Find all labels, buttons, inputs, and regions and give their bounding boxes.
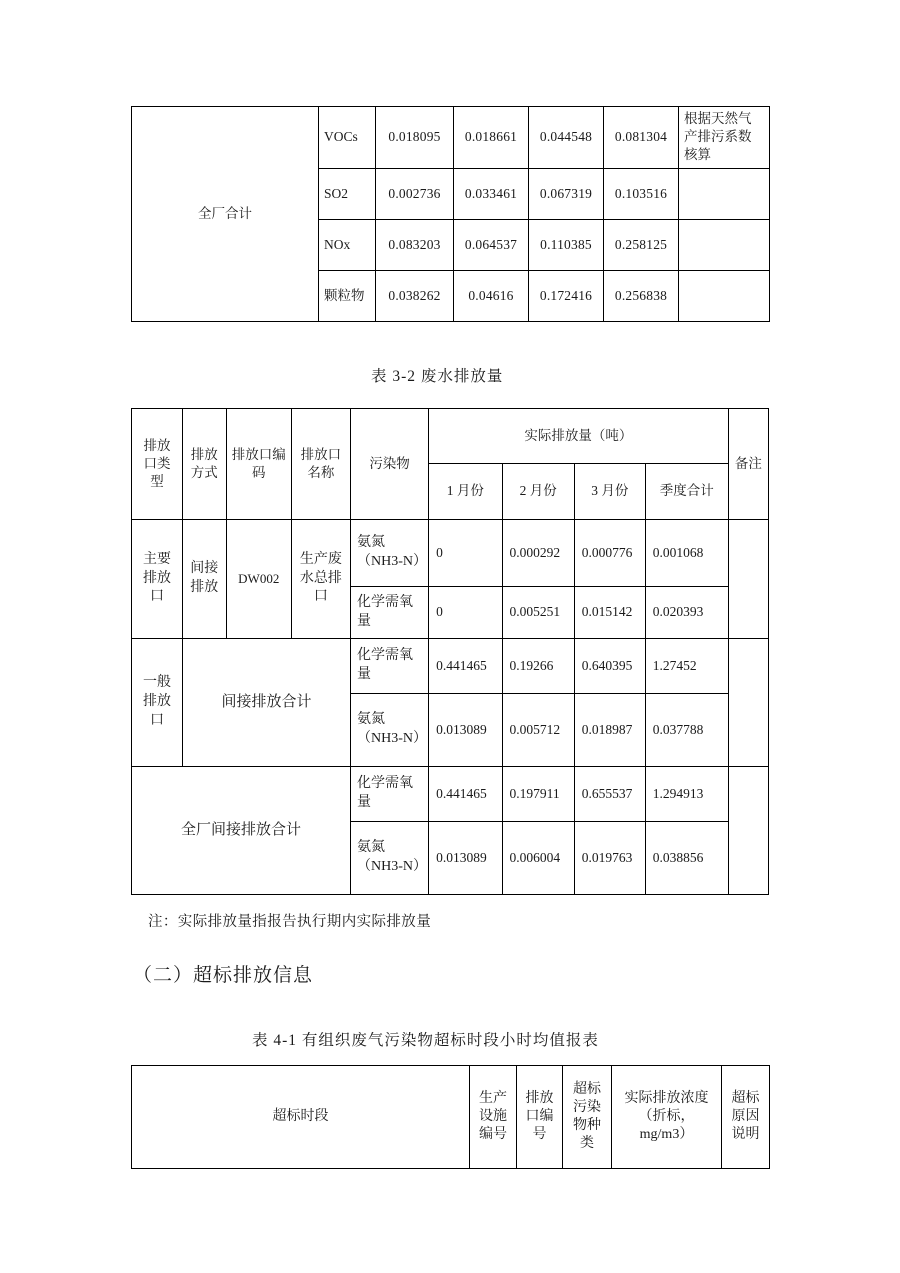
cell-pollutant: 氨氮（NH3-N） [351,694,429,767]
header-outlet-code: 排放口编号 [517,1066,563,1169]
cell-month-2: 0.197911 [502,767,574,822]
header-outlet-code: 排放口编码 [226,409,291,520]
cell-quarter: 1.294913 [645,767,728,822]
cell-plant-indirect-total-label: 全厂间接排放合计 [132,767,351,895]
header-facility-code: 生产设施编号 [470,1066,517,1169]
header-quarter-total: 季度合计 [645,464,728,520]
header-actual-amount-group: 实际排放量（吨） [429,409,729,464]
row-label-total-plant: 全厂合计 [132,107,319,322]
cell-outlet-name: 生产废水总排口 [291,520,350,639]
table-row [132,107,770,169]
table-3-2 [131,408,769,895]
cell-month-3: 0.640395 [574,639,645,694]
table-3-2-caption: 表 3-2 废水排放量 [371,368,504,385]
pollutant-name: NOx [319,219,376,270]
value-jan: 0.083203 [376,219,454,270]
value-quarter: 0.103516 [604,168,679,219]
header-pollutant-type: 超标污染物种类 [563,1066,612,1169]
pollutant-name: 颗粒物 [319,270,376,321]
table-row [132,639,769,694]
header-month-3: 3 月份 [574,464,645,520]
header-remark: 备注 [728,409,768,520]
value-feb: 0.04616 [454,270,529,321]
cell-month-3: 0.655537 [574,767,645,822]
cell-quarter: 0.020393 [645,587,728,639]
cell-month-1: 0.013089 [429,822,502,895]
value-jan: 0.038262 [376,270,454,321]
cell-outlet-code: DW002 [226,520,291,639]
value-feb: 0.033461 [454,168,529,219]
cell-quarter: 0.001068 [645,520,728,587]
header-reason: 超标原因说明 [722,1066,770,1169]
value-mar: 0.067319 [529,168,604,219]
cell-month-3: 0.019763 [574,822,645,895]
cell-month-2: 0.006004 [502,822,574,895]
cell-remark [728,639,768,767]
value-mar: 0.044548 [529,107,604,169]
cell-month-2: 0.005251 [502,587,574,639]
cell-month-1: 0.013089 [429,694,502,767]
cell-quarter: 0.038856 [645,822,728,895]
header-month-1: 1 月份 [429,464,502,520]
header-exceed-period: 超标时段 [132,1066,470,1169]
pollutant-name: VOCs [319,107,376,169]
cell-quarter: 0.037788 [645,694,728,767]
header-outlet-name: 排放口名称 [291,409,350,520]
cell-pollutant: 化学需氧量 [351,587,429,639]
value-jan: 0.018095 [376,107,454,169]
table-4-1-caption: 表 4-1 有组织废气污染物超标时段小时均值报表 [252,1032,599,1049]
value-mar: 0.110385 [529,219,604,270]
cell-month-1: 0 [429,520,502,587]
cell-pollutant: 化学需氧量 [351,639,429,694]
table-row [132,767,769,822]
cell-month-1: 0.441465 [429,767,502,822]
cell-month-1: 0.441465 [429,639,502,694]
cell-discharge-method: 间接排放 [182,520,226,639]
table-header-row [132,409,769,464]
cell-pollutant: 化学需氧量 [351,767,429,822]
cell-pollutant: 氨氮（NH3-N） [351,822,429,895]
pollutant-name: SO2 [319,168,376,219]
remark-cell-empty [679,168,770,219]
cell-month-2: 0.19266 [502,639,574,694]
value-quarter: 0.258125 [604,219,679,270]
table-row [132,520,769,587]
remark-cell: 根据天然气产排污系数核算 [679,107,770,169]
value-feb: 0.018661 [454,107,529,169]
value-mar: 0.172416 [529,270,604,321]
cell-month-3: 0.000776 [574,520,645,587]
cell-outlet-type: 一般排放口 [132,639,183,767]
header-discharge-method: 排放方式 [182,409,226,520]
header-outlet-type: 排放口类型 [132,409,183,520]
value-jan: 0.002736 [376,168,454,219]
cell-month-3: 0.018987 [574,694,645,767]
remark-cell-empty [679,219,770,270]
header-pollutant: 污染物 [351,409,429,520]
cell-indirect-subtotal-label: 间接排放合计 [182,639,350,767]
header-month-2: 2 月份 [502,464,574,520]
cell-remark [728,520,768,639]
cell-pollutant: 氨氮（NH3-N） [351,520,429,587]
table-4-1 [131,1065,770,1169]
cell-month-1: 0 [429,587,502,639]
cell-quarter: 1.27452 [645,639,728,694]
table-note: 注：实际排放量指报告执行期内实际排放量 [148,914,432,930]
section-heading: （二）超标排放信息 [133,965,314,986]
table-header-row [132,1066,770,1169]
header-actual-concentration: 实际排放浓度（折标，mg/m3） [612,1066,722,1169]
remark-cell-empty [679,270,770,321]
cell-outlet-type: 主要排放口 [132,520,183,639]
value-quarter: 0.081304 [604,107,679,169]
table-3-1-continued [131,106,770,322]
value-feb: 0.064537 [454,219,529,270]
value-quarter: 0.256838 [604,270,679,321]
cell-month-3: 0.015142 [574,587,645,639]
cell-remark [728,767,768,895]
cell-month-2: 0.005712 [502,694,574,767]
cell-month-2: 0.000292 [502,520,574,587]
